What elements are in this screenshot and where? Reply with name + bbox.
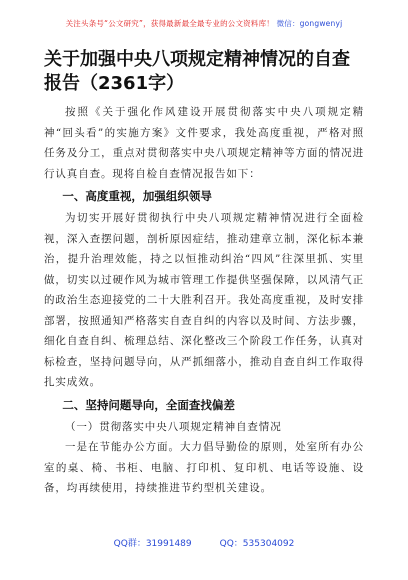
header-banner [0, 18, 408, 29]
document-body [44, 48, 364, 499]
section2-heading: 二、坚持问题导向，全面查找偏差 [62, 397, 235, 412]
intro-paragraph: 按照《关于强化作风建设开展贯彻落实中央八项规定精神“回头看”的实施方案》文件要求，我处高度重视，严格对照任务及分工，重点对贯彻落实中央八项规定精神等方面的情况进行认真自查。现将自检自查情况报告如下： [44, 106, 364, 180]
section2-subheading: （一）贯彻落实中央八项规定精神自查情况 [65, 420, 282, 433]
section1-heading: 一、高度重视，加强组织领导 [62, 189, 212, 203]
section1-paragraph: 为切实开展好贯彻执行中央八项规定精神情况进行全面检视，深入查摆问题，剖析原因症结，推动建章立制，深化标本兼治，提升治理效能，持之以恒推动纠治“四风”往深里抓、实里做，切实以过硬作风为城市管理工作提供坚强保障，以风清气正的政治生态迎接党的二十大胜利召开。我处高度重视，及时安排部署，按照通知严格落实自查自纠的内容以及时间、方法步骤，细化自查自纠、梳理总结、深化整改三个阶段工作任务，认真对标检查，坚持问题导向，从严抓细落小，推动自查自纠工作取得扎实成效。 [44, 212, 364, 388]
document-title: 关于加强中央八项规定精神情况的自查报告（2361字） [44, 49, 350, 94]
banner-text: 关注头条号“公文研究”，获得最新最全最专业的公文资料库！ [65, 19, 274, 28]
qq-group: QQ群：31991489 [113, 539, 192, 549]
wechat-id: 微信：gongwenyj [276, 19, 343, 28]
section2-paragraph: 一是在节能办公方面。大力倡导勤俭的原则，处室所有办公室的桌、椅、书柜、电脑、打印机、复印机、电话等设施、设备，均再续使用，持续推进节约型机关建设。 [44, 441, 364, 494]
qq-number: QQ：535304092 [219, 539, 295, 549]
footer-contacts [0, 536, 408, 549]
